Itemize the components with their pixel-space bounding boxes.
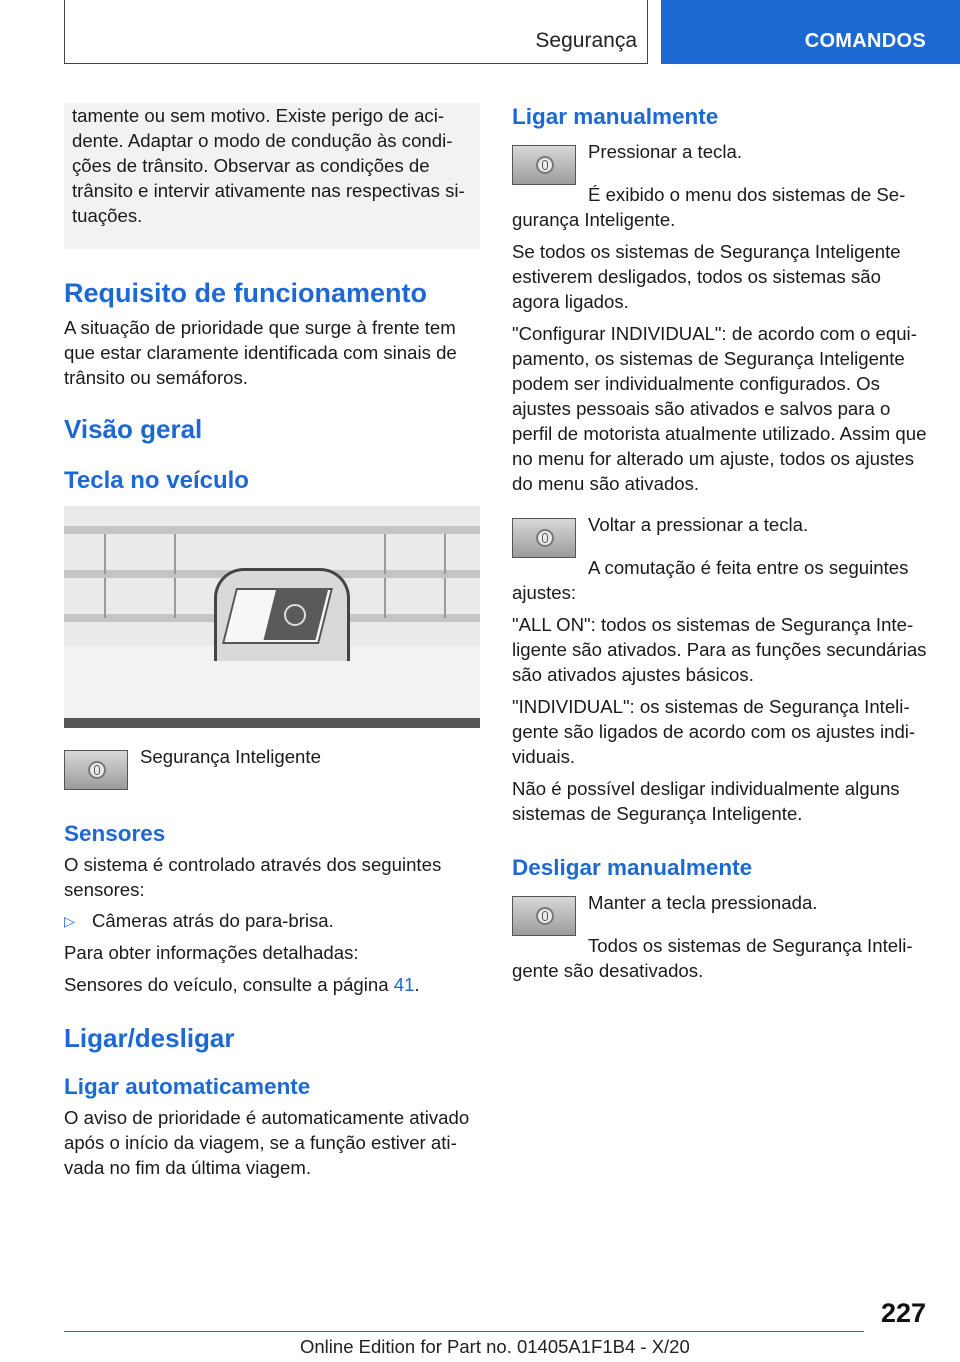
reference-text: Sensores do veículo, consulte a página [64, 974, 394, 995]
toggle-text: A comutação é feita entre os seguintes ajustes: [512, 557, 909, 603]
page-link[interactable]: 41 [393, 974, 415, 995]
sensor-bullet-text: Câmeras atrás do para-brisa. [92, 910, 334, 931]
sensors-text: O sistema é controlado através dos seguintes sensores: [64, 854, 442, 900]
all-off-text: Se todos os sistemas de Segurança Inteligente estiverem desligados, todos os sistemas são agora ligados. [512, 241, 901, 312]
button-legend [64, 748, 480, 790]
not-possible-text: Não é possível desligar individualmente alguns sistemas de Segurança Inteligente. [512, 778, 900, 824]
all-deactivated-text: Todos os sistemas de Segurança Inteligente são desativados. [512, 935, 913, 981]
config-text: "Configurar INDIVIDUAL": de acordo com o equipamento, os sistemas de Segurança Inteligente podem ser individualmente configurados. Os ajustes pessoais são ativados e salvos para o perfil de motorista atualmente utilizado. Assim que no menu for alterado um ajuste, todos os ajustes do menu são ativados. [512, 323, 927, 494]
intelligent-safety-key-icon [284, 604, 306, 626]
menu-text: É exibido o menu dos sistemas de Segurança Inteligente. [512, 184, 906, 230]
requirement-heading: Requisito de funcionamento [64, 278, 428, 308]
press-again-text: Voltar a pressionar a tecla. [588, 514, 809, 535]
hold-step [512, 894, 928, 936]
auto-on-heading: Ligar automaticamente [64, 1074, 311, 1099]
overview-heading: Visão geral [64, 414, 203, 444]
vehicle-button-photo [64, 506, 480, 728]
intelligent-safety-button-icon [512, 896, 576, 936]
warning-box [64, 103, 480, 249]
footer-divider [64, 1331, 864, 1332]
sensor-bullet-item [64, 908, 480, 934]
press-again-step [512, 516, 928, 558]
sensors-heading: Sensores [64, 821, 166, 846]
header-section-title: Segurança [535, 29, 637, 52]
right-column [512, 103, 928, 983]
bullet-triangle-icon: ▷ [64, 913, 75, 929]
button-caption: Segurança Inteligente [140, 746, 321, 767]
page-number: 227 [880, 1298, 926, 1328]
press-text: Pressionar a tecla. [588, 141, 742, 162]
warning-text: tamente ou sem motivo. Existe perigo de acidente. Adaptar o modo de condução às condições de trânsito. Observar as condições de trânsito e intervir ativamente nas respectivas situações. [72, 105, 465, 226]
header-chapter-title: COMANDOS [804, 30, 926, 52]
manual-on-heading: Ligar manualmente [512, 104, 719, 129]
hold-text: Manter a tecla pressionada. [588, 892, 818, 913]
intelligent-safety-button-icon [512, 145, 576, 185]
key-in-vehicle-heading: Tecla no veículo [64, 467, 249, 494]
footer-edition: Online Edition for Part no. 01405A1F1B4 - X/20 [300, 1336, 690, 1357]
press-step [512, 143, 928, 185]
intelligent-safety-button-icon [64, 750, 128, 790]
on-off-heading: Ligar/desligar [64, 1023, 235, 1053]
reference-line: Sensores do veículo, consulte a página 41. [64, 974, 420, 995]
manual-off-heading: Desligar manualmente [512, 855, 753, 880]
header-chapter-tab [661, 0, 960, 64]
all-on-text: "ALL ON": todos os sistemas de Segurança Inteligente são ativados. Para as funções secundárias são ativados ajustes básicos. [512, 614, 927, 685]
requirement-text: A situação de prioridade que surge à frente tem que estar claramente identificada com sinais de trânsito ou semáforos. [64, 317, 457, 388]
header-section-box [64, 0, 648, 64]
info-text: Para obter informações detalhadas: [64, 942, 359, 963]
auto-on-text: O aviso de prioridade é automaticamente ativado após o início da viagem, se a função estiver ativada no fim da última viagem. [64, 1107, 470, 1178]
intelligent-safety-button-icon [512, 518, 576, 558]
individual-text: "INDIVIDUAL": os sistemas de Segurança Inteligente são ligados de acordo com os ajustes individuais. [512, 696, 916, 767]
left-column [64, 103, 480, 1180]
